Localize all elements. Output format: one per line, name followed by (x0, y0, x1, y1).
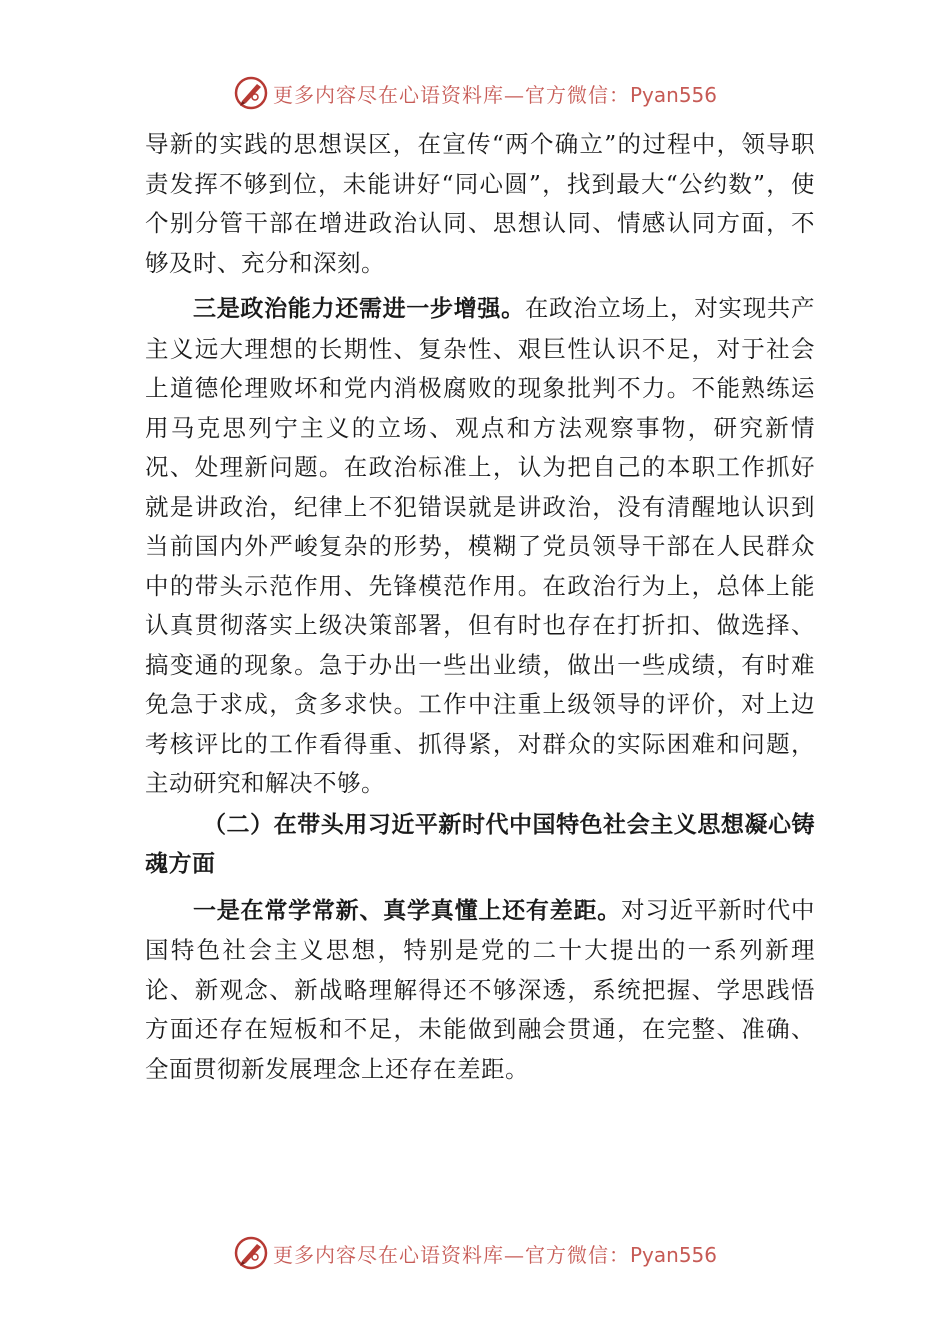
section-heading-2: （二）在带头用习近平新时代中国特色社会主义思想凝心铸魂方面 (145, 811, 815, 877)
paragraph-3 (145, 891, 815, 1090)
banner-text (273, 79, 717, 108)
paragraph-2-body: 在政治立场上，对实现共产主义远大理想的长期性、复杂性、艰巨性认识不足，对于社会上道德伦理败坏和党内消极腐败的现象批判不力。不能熟练运用马克思列宁主义的立场、观点和方法观察事物，研究新情况、处理新问题。在政治标准上，认为把自己的本职工作抓好就是讲政治，纪律上不犯错误就是讲政治，没有清醒地认识到当前国内外严峻复杂的形势，模糊了党员领导干部在人民群众中的带头示范作用、先锋模范作用。在政治行为上，总体上能认真贯彻落实上级决策部署，但有时也存在打折扣、做选择、搞变通的现象。急于办出一些出业绩，做出一些成绩，有时难免急于求成，贪多求快。工作中注重上级领导的评价，对上边考核评比的工作看得重、抓得紧，对群众的实际困难和问题，主动研究和解决不够。 (145, 294, 816, 797)
paragraph-3-body: 对习近平新时代中国特色社会主义思想，特别是党的二十大提出的一系列新理论、新观念、新战略理解得还不够深透，系统把握、学思践悟方面还存在短板和不足，未能做到融会贯通，在完整、准确、全面贯彻新发展理念上还存在差距。 (145, 895, 816, 1083)
banner-text-cn: 更多内容尽在心语资料库—官方微信： (272, 1242, 630, 1267)
paragraph-2 (145, 289, 815, 804)
pen-circle-logo-icon (233, 1235, 269, 1271)
footer-banner (0, 1233, 950, 1273)
paragraph-3-lead: 一是在常学常新、真学真懂上还有差距。 (193, 897, 622, 924)
paragraph-1: 导新的实践的思想误区，在宣传“两个确立”的过程中，领导职责发挥不够到位，未能讲好“同心圆”，找到最大“公约数”，使个别分管干部在增进政治认同、思想认同、情感认同方面，不够及时、充分和深刻。 (145, 130, 815, 277)
banner-text-cn: 更多内容尽在心语资料库—官方微信： (272, 82, 630, 107)
document-body (145, 125, 815, 1089)
header-banner (0, 73, 950, 113)
paragraph-2-lead: 三是政治能力还需进一步增强。 (193, 296, 525, 322)
pen-circle-logo-icon (233, 75, 269, 111)
banner-wechat-id: Pyan556 (629, 1242, 717, 1267)
banner-wechat-id: Pyan556 (629, 82, 717, 107)
banner-text (273, 1239, 717, 1268)
